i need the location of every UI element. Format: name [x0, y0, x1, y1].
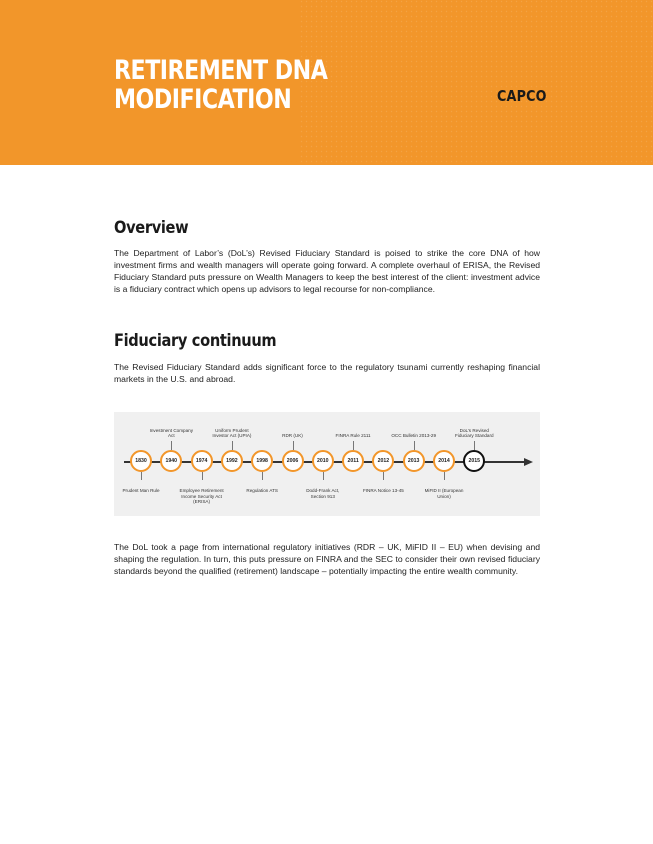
timeline-event-label: MiFID II (European Union)	[424, 488, 464, 499]
timeline-year: 2006	[286, 458, 299, 464]
timeline-tick	[323, 472, 324, 480]
timeline-year: 1830	[135, 458, 147, 464]
timeline-event-label: Uniform Prudent Investor Act (UPIA)	[212, 427, 252, 439]
timeline-tick	[171, 441, 172, 450]
timeline-tick	[383, 472, 384, 480]
timeline-tick	[262, 472, 263, 480]
timeline-year: 2010	[317, 458, 329, 464]
timeline-year: 1974	[195, 458, 208, 464]
timeline-event-label: OCC Bulletin 2013-29	[391, 433, 437, 439]
timeline-node	[312, 450, 334, 472]
timeline-tick	[414, 441, 415, 450]
timeline-year: 1992	[226, 458, 238, 464]
timeline-node	[160, 450, 182, 472]
timeline-node	[191, 450, 213, 472]
timeline-tick	[202, 472, 203, 480]
closing-paragraph: The DoL took a page from international regulatory initiatives (RDR – UK, MiFID II – EU) when devising and shaping the regulation. In turn, this puts pressure on FINRA and the SEC to consider their own revised fiduciary standards beyond the qualified (retirement) landscape – potentially impacting the entire wealth community.	[114, 542, 540, 576]
timeline-tick	[444, 472, 445, 480]
overview-heading: Overview	[114, 218, 189, 238]
timeline-event-label: RDR (UK)	[282, 433, 303, 439]
continuum-paragraph: The Revised Fiduciary Standard adds significant force to the regulatory tsunami currently reshaping financial markets in the U.S. and abroad.	[114, 362, 540, 384]
timeline-node	[130, 450, 152, 472]
timeline-event-label: Investment Company Act	[149, 427, 193, 439]
timeline-event-label: Dodd-Frank Act, Section 913	[306, 488, 340, 499]
timeline-node	[403, 450, 425, 472]
timeline-node	[463, 450, 485, 472]
timeline-event-label: DoL’s Revised Fiduciary Standard	[455, 427, 494, 439]
timeline-event-label: Regulation ATS	[246, 488, 278, 493]
timeline-node	[221, 450, 243, 472]
timeline-tick	[141, 472, 142, 480]
continuum-heading: Fiduciary continuum	[114, 331, 277, 351]
timeline-year: 2013	[407, 458, 420, 464]
timeline-event-label: Prudent Man Rule	[122, 488, 160, 493]
timeline-year: 2011	[347, 458, 359, 464]
timeline-year: 1998	[256, 458, 268, 464]
timeline-node	[433, 450, 455, 472]
timeline-year: 2015	[468, 458, 481, 464]
overview-paragraph: The Department of Labor’s (DoL’s) Revised Fiduciary Standard is poised to strike the core DNA of how investment firms and wealth managers will operate going forward. A complete overhaul of ERISA, the Revised Fiduciary Standard puts pressure on Wealth Managers to keep the best interest of the client: investment advice is a fiduciary contract which opens up advisors to legal recourse for non-compliance.	[114, 248, 540, 294]
title-line-1: RETIREMENT DNA	[114, 55, 328, 86]
title-line-2: MODIFICATION	[114, 84, 292, 115]
page-title	[114, 56, 327, 114]
timeline-node	[342, 450, 364, 472]
timeline-year: 1940	[165, 458, 178, 464]
timeline-tick	[293, 441, 294, 450]
timeline-year: 2012	[377, 458, 390, 464]
timeline-arrow-icon	[524, 458, 533, 466]
header-banner	[0, 0, 653, 165]
timeline-graphic	[114, 412, 540, 516]
timeline-node	[282, 450, 304, 472]
timeline-tick	[474, 441, 475, 450]
timeline-event-label: Employee Retirement Income Security Act (ERISA)	[179, 488, 224, 505]
timeline-event-label: FINRA Rule 2111	[335, 433, 371, 439]
brand-logo: CAPCO	[497, 87, 547, 105]
timeline-year: 2014	[438, 458, 450, 464]
timeline-node	[372, 450, 394, 472]
timeline-tick	[232, 441, 233, 450]
timeline-node	[251, 450, 273, 472]
timeline-tick	[353, 441, 354, 450]
timeline-event-label: FINRA Notice 13-45	[362, 488, 404, 493]
